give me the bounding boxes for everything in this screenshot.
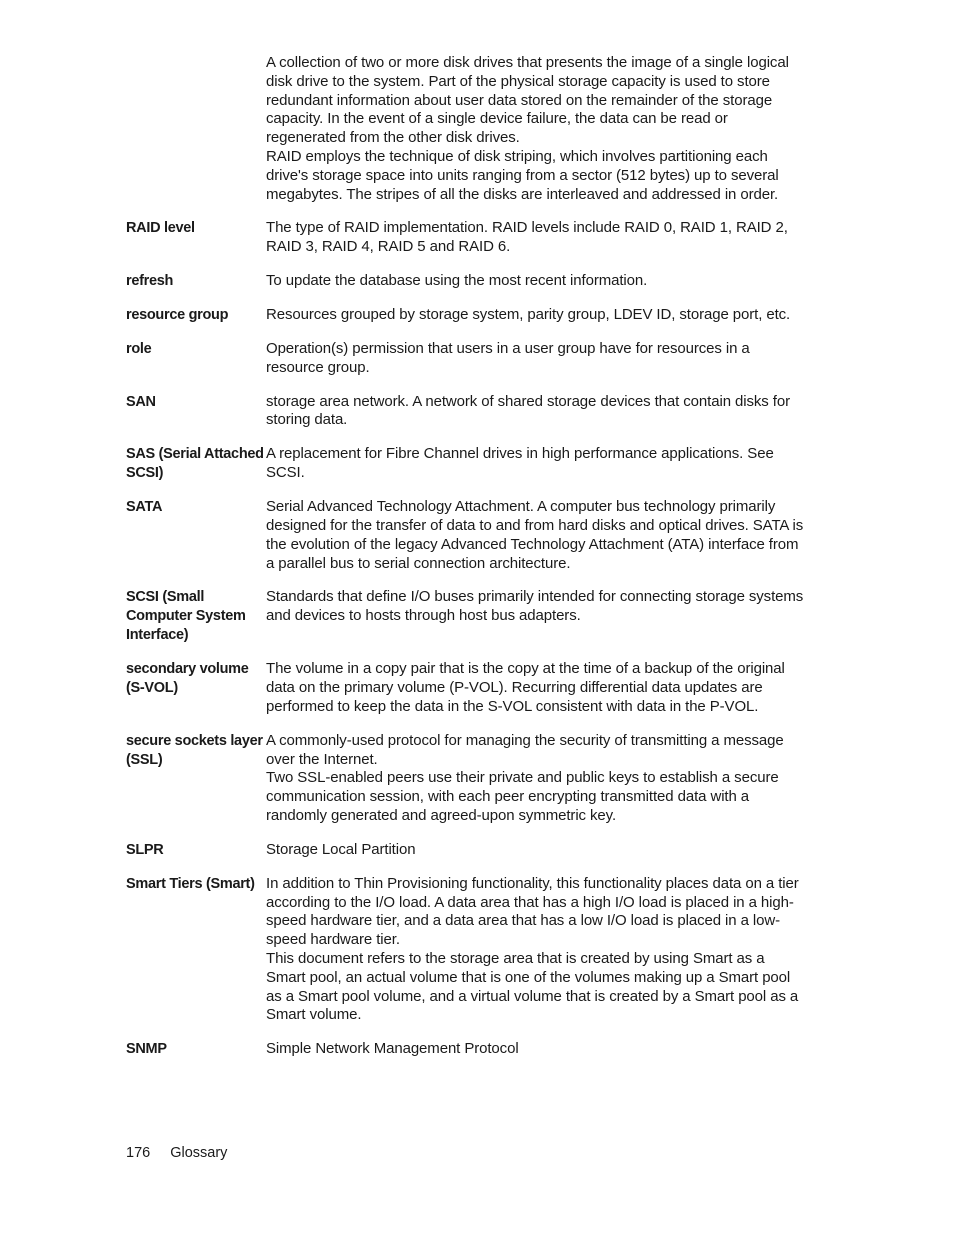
glossary-term: role [126,340,152,357]
definition-paragraph: This document refers to the storage area that is created by using Smart as a Smart pool, an actual volume that is one of the volumes making up a Smart pool as a Smart pool volume, and a virtual volume that is created by a Smart pool as a Smart volume. [266,949,799,1024]
glossary-entry-slpr [126,841,806,860]
definition-paragraph: Storage Local Partition [266,840,416,858]
definition-paragraph: Resources grouped by storage system, parity group, LDEV ID, storage port, etc. [266,305,791,323]
definition-paragraph: The type of RAID implementation. RAID levels include RAID 0, RAID 1, RAID 2, RAID 3, RAID 4, RAID 5 and RAID 6. [266,219,788,256]
glossary-definition [266,660,806,716]
footer-section-title: Glossary [170,1145,228,1161]
definition-paragraph: Operation(s) permission that users in a user group have for resources in a resource group. [266,339,750,376]
glossary-entry-raid-level [126,219,806,257]
definition-paragraph: The volume in a copy pair that is the copy at the time of a backup of the original data on the primary volume (P-VOL). Recurring differential data updates are performed to keep the data in the S-VOL consistent with data in the P-VOL. [266,660,785,715]
page-number: 176 [126,1145,151,1161]
glossary-term: SATA [126,499,163,516]
definition-paragraph: Two SSL-enabled peers use their private and public keys to establish a secure communication session, with each peer encrypting transmitted data with a randomly generated and agreed-upon symmetric key. [266,769,779,824]
definition-paragraph: RAID employs the technique of disk striping, which involves partitioning each drive's storage space into units ranging from a sector (512 bytes) up to several megabytes. The stripes of all the disks are interleaved and addressed in order. [266,147,779,203]
definition-paragraph: Simple Network Management Protocol [266,1040,519,1058]
glossary-definition [266,272,806,291]
glossary-term: SCSI (Small Computer System Interface) [126,589,246,644]
glossary-definition [266,340,806,378]
definition-paragraph: A collection of two or more disk drives that presents the image of a single logical disk drive to the system. Part of the physical storage capacity is used to store redundant information about user data stored on the remainder of the storage capacity. In the event of a single device failure, the data can be read or regenerated from the other disk drives. [266,54,789,147]
glossary-term: secure sockets layer (SSL) [126,732,263,768]
glossary-term: Smart Tiers (Smart) [126,875,255,892]
glossary-term: SNMP [126,1041,167,1058]
glossary-definition [266,54,806,204]
glossary-definition [266,1040,806,1059]
glossary-term: resource group [126,306,229,323]
glossary-list [126,54,806,1074]
definition-paragraph: Serial Advanced Technology Attachment. A computer bus technology primarily designed for the transfer of data to and from hard disks and optical drives. SATA is the evolution of the legacy Advanced Technology Attachment (ATA) interface from a parallel bus to serial connection architecture. [266,498,804,572]
glossary-definition [266,732,806,826]
glossary-term: SAS (Serial Attached SCSI) [126,446,264,482]
glossary-entry-resource-group [126,306,806,325]
glossary-definition [266,498,806,573]
glossary-entry-sata [126,498,806,573]
glossary-term: RAID level [126,220,195,237]
glossary-term: secondary volume (S-VOL) [126,661,249,697]
glossary-entry-smart-tiers [126,875,806,1025]
glossary-term: SLPR [126,841,164,858]
glossary-entry-snmp [126,1040,806,1059]
definition-paragraph: A replacement for Fibre Channel drives in high performance applications. See SCSI. [266,445,774,481]
glossary-entry-san [126,393,806,431]
glossary-definition [266,219,806,257]
glossary-entry-refresh [126,272,806,291]
glossary-term: refresh [126,272,174,289]
definition-paragraph: A commonly-used protocol for managing the security of transmitting a message over the Internet. [266,731,784,768]
glossary-definition [266,875,806,1025]
definition-paragraph: storage area network. A network of shared storage devices that contain disks for storing data. [266,392,790,429]
glossary-term: SAN [126,393,156,410]
glossary-entry-sas [126,445,806,483]
glossary-entry-raid [126,54,806,204]
glossary-entry-scsi [126,588,806,645]
glossary-definition [266,588,806,626]
glossary-entry-ssl [126,732,806,826]
definition-paragraph: Standards that define I/O buses primarily intended for connecting storage systems and devices to hosts through host bus adapters. [266,588,804,625]
glossary-definition [266,445,806,483]
page-footer [126,1144,227,1163]
glossary-entry-secondary-volume [126,660,806,716]
glossary-definition [266,306,806,325]
definition-paragraph: To update the database using the most recent information. [266,271,648,289]
definition-paragraph: In addition to Thin Provisioning functionality, this functionality places data on a tier according to the I/O load. A data area that has a high I/O load is placed in a high-speed hardware tier, and a data area that has a low I/O load is placed in a low-speed hardware tier. [266,874,799,949]
glossary-entry-role [126,340,806,378]
glossary-definition [266,393,806,431]
glossary-definition [266,841,806,860]
